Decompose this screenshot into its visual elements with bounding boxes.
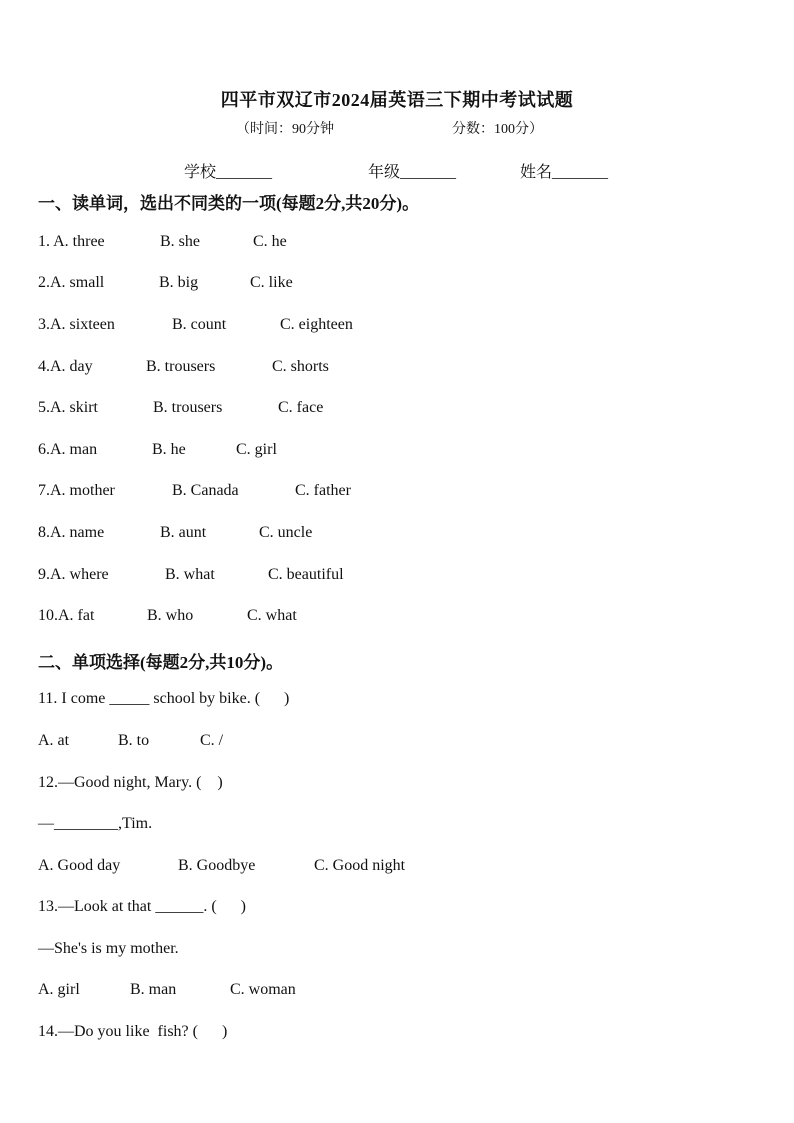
option-a: 1. A. three — [38, 233, 105, 250]
option-c: C. uncle — [259, 524, 313, 541]
option-a: 7.A. mother — [38, 482, 115, 499]
option-a: 2.A. small — [38, 274, 105, 291]
option-c: C. Good night — [314, 857, 406, 874]
option-a: 6.A. man — [38, 441, 98, 458]
option-a: 5.A. skirt — [38, 399, 98, 416]
question-12-reply: —________,Tim. — [38, 815, 153, 832]
question-11: 11. I come _____ school by bike. ( ) — [38, 690, 290, 707]
name-field: 姓名_______ — [520, 164, 609, 181]
option-b: B. he — [152, 441, 186, 458]
option-b: B. trousers — [153, 399, 223, 416]
option-c: C. shorts — [272, 358, 329, 375]
option-b: B. trousers — [146, 358, 216, 375]
option-a: 8.A. name — [38, 524, 105, 541]
option-c: C. eighteen — [280, 316, 353, 333]
option-b: B. aunt — [160, 524, 207, 541]
option-a: 10.A. fat — [38, 607, 95, 624]
school-field: 学校_______ — [184, 164, 273, 181]
question-8 — [38, 524, 758, 548]
option-b: B. she — [160, 233, 200, 250]
option-c: C. beautiful — [268, 566, 344, 583]
question-9 — [38, 566, 758, 590]
question-2 — [38, 274, 758, 298]
option-b: B. count — [172, 316, 227, 333]
question-12-options — [38, 857, 758, 881]
option-a: A. girl — [38, 981, 80, 998]
question-13-reply: —She's is my mother. — [38, 940, 179, 957]
option-b: B. man — [130, 981, 177, 998]
section-1-heading: 一、读单词，选出不同类的一项(每题2分,共20分)。 — [38, 194, 420, 213]
question-7 — [38, 482, 758, 506]
option-a: 3.A. sixteen — [38, 316, 115, 333]
option-b: B. what — [165, 566, 215, 583]
option-a: A. Good day — [38, 857, 121, 874]
option-c: C. face — [278, 399, 324, 416]
option-a: A. at — [38, 732, 70, 749]
grade-field: 年级_______ — [368, 164, 457, 181]
option-b: B. big — [159, 274, 199, 291]
question-5 — [38, 399, 758, 423]
option-b: B. who — [147, 607, 194, 624]
option-b: B. Canada — [172, 482, 239, 499]
option-c: C. father — [295, 482, 351, 499]
question-13-options — [38, 981, 758, 1005]
option-a: 9.A. where — [38, 566, 109, 583]
section-2-heading: 二、单项选择(每题2分,共10分)。 — [38, 653, 284, 672]
option-c: C. he — [253, 233, 287, 250]
exam-score: 分数：100分） — [452, 122, 543, 137]
exam-time: （时间：90分钟 — [236, 122, 334, 137]
page-title: 四平市双辽市2024届英语三下期中考试试题 — [220, 90, 574, 110]
question-14: 14.—Do you like fish? ( ) — [38, 1023, 228, 1040]
question-6 — [38, 441, 758, 465]
question-3 — [38, 316, 758, 340]
option-c: C. what — [247, 607, 297, 624]
question-1 — [38, 233, 758, 257]
option-c: C. like — [250, 274, 293, 291]
option-c: C. / — [200, 732, 224, 749]
question-13: 13.—Look at that ______. ( ) — [38, 898, 246, 915]
question-12: 12.—Good night, Mary. ( ) — [38, 774, 223, 791]
option-b: B. Goodbye — [178, 857, 256, 874]
option-a: 4.A. day — [38, 358, 93, 375]
question-11-options — [38, 732, 758, 756]
question-10 — [38, 607, 758, 631]
question-4 — [38, 358, 758, 382]
option-b: B. to — [118, 732, 150, 749]
option-c: C. girl — [236, 441, 277, 458]
option-c: C. woman — [230, 981, 296, 998]
